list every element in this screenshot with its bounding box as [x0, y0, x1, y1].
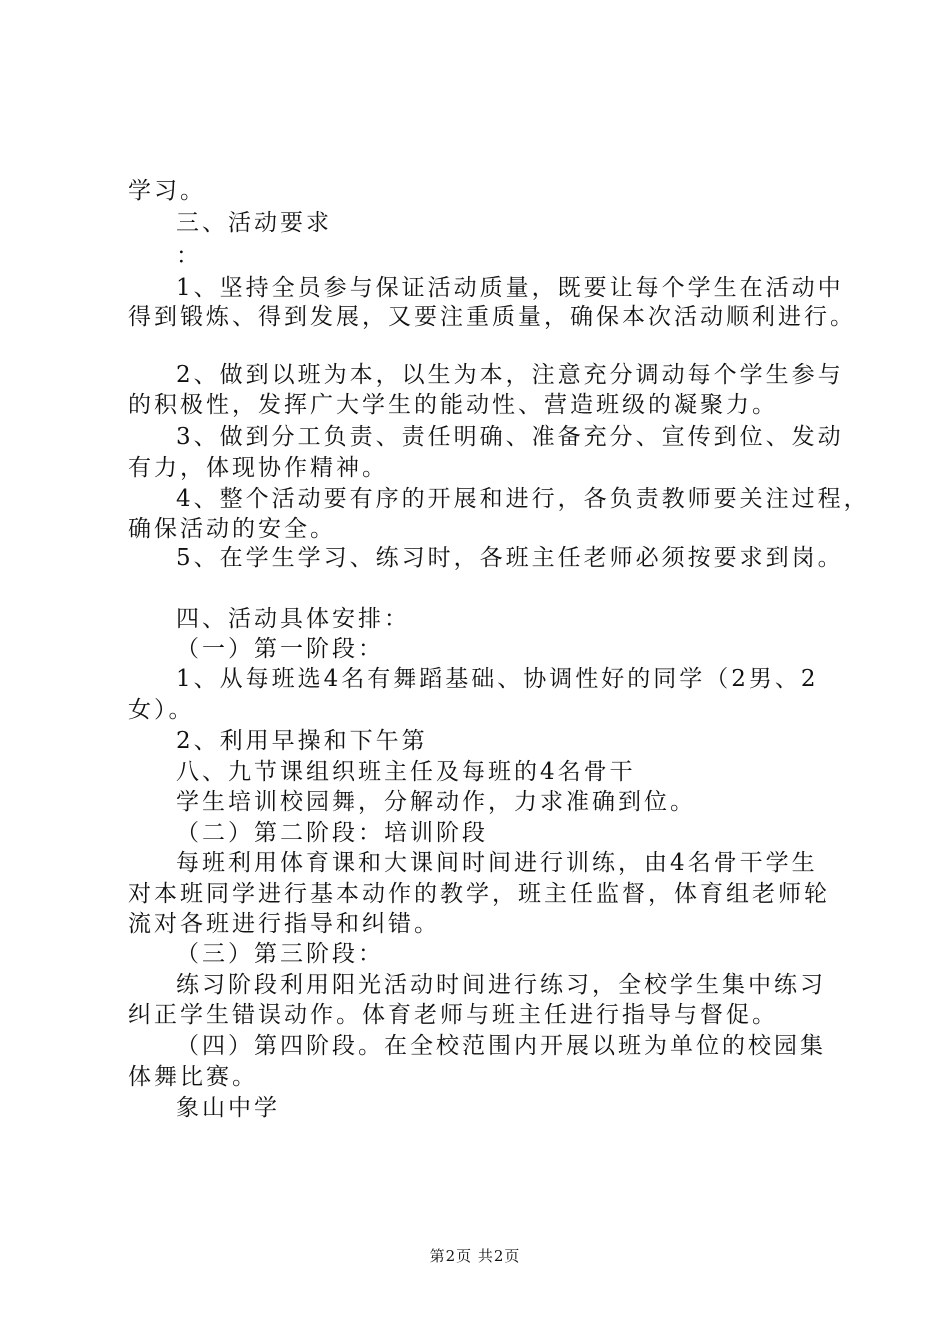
text-line-4: 1、坚持全员参与保证活动质量，既要让每个学生在活动中: [176, 275, 844, 301]
text-line-10: 4、整个活动要有序的开展和进行，各负责教师要关注过程，: [176, 486, 870, 512]
text-line-24: （三）第三阶段：: [176, 941, 384, 967]
text-line-9: 有力，体现协作精神。: [128, 455, 388, 481]
text-line-19: 学生培训校园舞，分解动作，力求准确到位。: [176, 789, 696, 815]
text-line-16: 女）。: [128, 697, 195, 723]
text-line-18: 八、九节课组织班主任及每班的4名骨干: [176, 759, 636, 785]
text-line-5: 得到锻炼、得到发展，又要注重质量，确保本次活动顺利进行。: [128, 304, 856, 330]
text-line-14: （一）第一阶段：: [176, 636, 384, 662]
text-line-17: 2、利用早操和下午第: [176, 728, 428, 754]
section-heading-schedule: 四、活动具体安排：: [176, 606, 410, 632]
text-line-1: 学习。: [128, 178, 206, 204]
page-number-footer: 第2页 共2页: [429, 1247, 521, 1265]
text-line-25: 练习阶段利用阳光活动时间进行练习，全校学生集中练习: [176, 972, 826, 998]
text-line-20: （二）第二阶段：培训阶段: [176, 820, 488, 846]
text-line-27: （四）第四阶段。在全校范围内开展以班为单位的校园集: [176, 1033, 826, 1059]
text-line-22: 对本班同学进行基本动作的教学，班主任监督，体育组老师轮: [128, 881, 830, 907]
text-line-8: 3、做到分工负责、责任明确、准备充分、宣传到位、发动: [176, 424, 844, 450]
text-line-6: 2、做到以班为本，以生为本，注意充分调动每个学生参与: [176, 362, 844, 388]
text-line-21: 每班利用体育课和大课间时间进行训练，由4名骨干学生: [176, 850, 818, 876]
text-line-7: 的积极性，发挥广大学生的能动性、营造班级的凝聚力。: [128, 392, 778, 418]
text-line-23: 流对各班进行指导和纠错。: [128, 911, 440, 937]
text-line-11: 确保活动的安全。: [128, 516, 336, 542]
section-heading-requirements: 三、活动要求: [176, 210, 332, 236]
school-name: 象山中学: [176, 1095, 280, 1121]
text-line-26: 纠正学生错误动作。体育老师与班主任进行指导与督促。: [128, 1002, 778, 1028]
text-line-15: 1、从每班选4名有舞蹈基础、协调性好的同学（2男、2: [176, 666, 819, 692]
text-line-28: 体舞比赛。: [128, 1064, 258, 1090]
text-line-3: ：: [176, 243, 202, 269]
text-line-12: 5、在学生学习、练习时，各班主任老师必须按要求到岗。: [176, 545, 844, 571]
